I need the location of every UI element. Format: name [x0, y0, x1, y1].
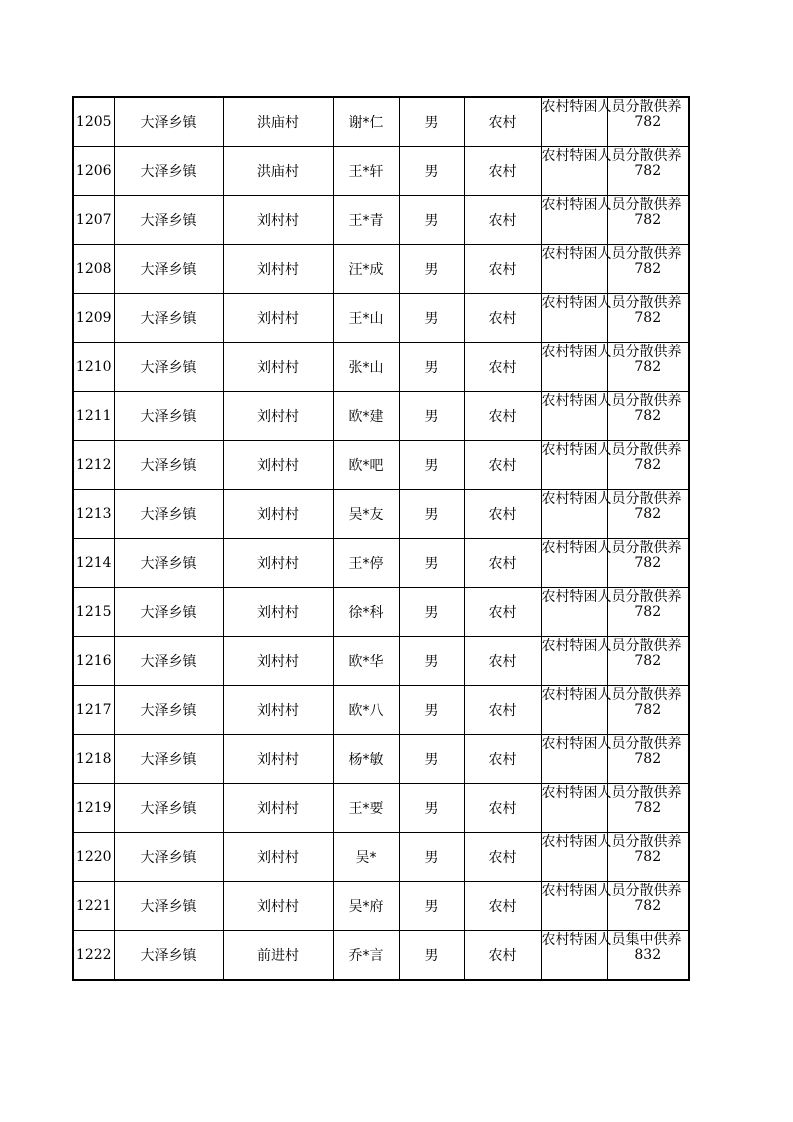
- village-cell: 刘村村: [223, 441, 333, 490]
- town-cell: 大泽乡镇: [114, 147, 223, 196]
- gender-cell: 男: [399, 588, 464, 637]
- serial-number-cell: 1222: [73, 931, 114, 981]
- village-cell: 刘村村: [223, 392, 333, 441]
- serial-number-cell: 1217: [73, 686, 114, 735]
- town-cell: 大泽乡镇: [114, 784, 223, 833]
- person-name-cell: 吴*: [333, 833, 399, 882]
- gender-cell: 男: [399, 245, 464, 294]
- gender-cell: 男: [399, 343, 464, 392]
- table-body: [73, 97, 689, 980]
- serial-number-cell: 1216: [73, 637, 114, 686]
- amount-cell: 782: [607, 735, 689, 784]
- residence-type-cell: 农村: [464, 392, 541, 441]
- amount-cell: 782: [607, 833, 689, 882]
- village-cell: 刘村村: [223, 784, 333, 833]
- support-category-text: 农村特困人员分散供养: [541, 442, 682, 458]
- serial-number-cell: 1209: [73, 294, 114, 343]
- serial-number-cell: 1207: [73, 196, 114, 245]
- person-name-cell: 吴*友: [333, 490, 399, 539]
- town-cell: 大泽乡镇: [114, 343, 223, 392]
- serial-number-cell: 1212: [73, 441, 114, 490]
- gender-cell: 男: [399, 294, 464, 343]
- amount-cell: 782: [607, 97, 689, 147]
- table-row: [73, 343, 689, 392]
- residence-type-cell: 农村: [464, 931, 541, 981]
- person-name-cell: 王*要: [333, 784, 399, 833]
- table-row: [73, 539, 689, 588]
- town-cell: 大泽乡镇: [114, 833, 223, 882]
- person-name-cell: 张*山: [333, 343, 399, 392]
- residence-type-cell: 农村: [464, 637, 541, 686]
- beneficiary-table: [72, 96, 690, 981]
- table-row: [73, 196, 689, 245]
- table-row: [73, 97, 689, 147]
- town-cell: 大泽乡镇: [114, 931, 223, 981]
- person-name-cell: 乔*言: [333, 931, 399, 981]
- village-cell: 刘村村: [223, 686, 333, 735]
- gender-cell: 男: [399, 686, 464, 735]
- village-cell: 刘村村: [223, 196, 333, 245]
- table-row: [73, 833, 689, 882]
- residence-type-cell: 农村: [464, 196, 541, 245]
- gender-cell: 男: [399, 196, 464, 245]
- support-category-text: 农村特困人员分散供养: [541, 883, 682, 899]
- gender-cell: 男: [399, 147, 464, 196]
- amount-cell: 782: [607, 245, 689, 294]
- person-name-cell: 谢*仁: [333, 97, 399, 147]
- residence-type-cell: 农村: [464, 441, 541, 490]
- gender-cell: 男: [399, 441, 464, 490]
- amount-cell: 782: [607, 147, 689, 196]
- town-cell: 大泽乡镇: [114, 490, 223, 539]
- support-category-text: 农村特困人员分散供养: [541, 99, 682, 115]
- support-category-text: 农村特困人员分散供养: [541, 834, 682, 850]
- table-row: [73, 882, 689, 931]
- village-cell: 刘村村: [223, 882, 333, 931]
- amount-cell: 782: [607, 539, 689, 588]
- gender-cell: 男: [399, 97, 464, 147]
- serial-number-cell: 1221: [73, 882, 114, 931]
- amount-cell: 782: [607, 490, 689, 539]
- support-category-text: 农村特困人员分散供养: [541, 638, 682, 654]
- town-cell: 大泽乡镇: [114, 637, 223, 686]
- gender-cell: 男: [399, 833, 464, 882]
- table-row: [73, 637, 689, 686]
- village-cell: 前进村: [223, 931, 333, 981]
- serial-number-cell: 1210: [73, 343, 114, 392]
- amount-cell: 782: [607, 392, 689, 441]
- amount-cell: 782: [607, 441, 689, 490]
- table-row: [73, 784, 689, 833]
- gender-cell: 男: [399, 490, 464, 539]
- residence-type-cell: 农村: [464, 245, 541, 294]
- table-row: [73, 931, 689, 981]
- gender-cell: 男: [399, 931, 464, 981]
- town-cell: 大泽乡镇: [114, 539, 223, 588]
- town-cell: 大泽乡镇: [114, 196, 223, 245]
- residence-type-cell: 农村: [464, 490, 541, 539]
- support-category-text: 农村特困人员分散供养: [541, 393, 682, 409]
- person-name-cell: 欧*建: [333, 392, 399, 441]
- village-cell: 洪庙村: [223, 97, 333, 147]
- table-row: [73, 147, 689, 196]
- table-row: [73, 294, 689, 343]
- amount-cell: 782: [607, 637, 689, 686]
- residence-type-cell: 农村: [464, 539, 541, 588]
- gender-cell: 男: [399, 539, 464, 588]
- person-name-cell: 欧*华: [333, 637, 399, 686]
- serial-number-cell: 1208: [73, 245, 114, 294]
- serial-number-cell: 1206: [73, 147, 114, 196]
- support-category-text: 农村特困人员分散供养: [541, 687, 682, 703]
- residence-type-cell: 农村: [464, 343, 541, 392]
- village-cell: 刘村村: [223, 490, 333, 539]
- residence-type-cell: 农村: [464, 882, 541, 931]
- support-category-text: 农村特困人员分散供养: [541, 344, 682, 360]
- amount-cell: 782: [607, 196, 689, 245]
- person-name-cell: 欧*吧: [333, 441, 399, 490]
- gender-cell: 男: [399, 784, 464, 833]
- amount-cell: 782: [607, 588, 689, 637]
- residence-type-cell: 农村: [464, 686, 541, 735]
- support-category-text: 农村特困人员分散供养: [541, 295, 682, 311]
- support-category-text: 农村特困人员分散供养: [541, 197, 682, 213]
- person-name-cell: 王*山: [333, 294, 399, 343]
- amount-cell: 782: [607, 882, 689, 931]
- village-cell: 刘村村: [223, 637, 333, 686]
- person-name-cell: 徐*科: [333, 588, 399, 637]
- table-row: [73, 735, 689, 784]
- table-row: [73, 490, 689, 539]
- support-category-text: 农村特困人员集中供养: [541, 932, 682, 948]
- serial-number-cell: 1219: [73, 784, 114, 833]
- residence-type-cell: 农村: [464, 833, 541, 882]
- residence-type-cell: 农村: [464, 735, 541, 784]
- residence-type-cell: 农村: [464, 147, 541, 196]
- person-name-cell: 吴*府: [333, 882, 399, 931]
- village-cell: 刘村村: [223, 343, 333, 392]
- serial-number-cell: 1213: [73, 490, 114, 539]
- village-cell: 刘村村: [223, 833, 333, 882]
- serial-number-cell: 1214: [73, 539, 114, 588]
- residence-type-cell: 农村: [464, 588, 541, 637]
- village-cell: 洪庙村: [223, 147, 333, 196]
- serial-number-cell: 1215: [73, 588, 114, 637]
- gender-cell: 男: [399, 392, 464, 441]
- amount-cell: 832: [607, 931, 689, 981]
- village-cell: 刘村村: [223, 588, 333, 637]
- support-category-text: 农村特困人员分散供养: [541, 540, 682, 556]
- person-name-cell: 汪*成: [333, 245, 399, 294]
- support-category-text: 农村特困人员分散供养: [541, 736, 682, 752]
- town-cell: 大泽乡镇: [114, 882, 223, 931]
- support-category-text: 农村特困人员分散供养: [541, 491, 682, 507]
- serial-number-cell: 1211: [73, 392, 114, 441]
- serial-number-cell: 1218: [73, 735, 114, 784]
- amount-cell: 782: [607, 686, 689, 735]
- village-cell: 刘村村: [223, 245, 333, 294]
- town-cell: 大泽乡镇: [114, 97, 223, 147]
- town-cell: 大泽乡镇: [114, 686, 223, 735]
- village-cell: 刘村村: [223, 735, 333, 784]
- town-cell: 大泽乡镇: [114, 441, 223, 490]
- town-cell: 大泽乡镇: [114, 588, 223, 637]
- support-category-text: 农村特困人员分散供养: [541, 785, 682, 801]
- person-name-cell: 欧*八: [333, 686, 399, 735]
- gender-cell: 男: [399, 882, 464, 931]
- table-row: [73, 588, 689, 637]
- serial-number-cell: 1205: [73, 97, 114, 147]
- town-cell: 大泽乡镇: [114, 294, 223, 343]
- person-name-cell: 王*青: [333, 196, 399, 245]
- table-row: [73, 245, 689, 294]
- gender-cell: 男: [399, 637, 464, 686]
- town-cell: 大泽乡镇: [114, 735, 223, 784]
- table-row: [73, 686, 689, 735]
- table-row: [73, 392, 689, 441]
- town-cell: 大泽乡镇: [114, 392, 223, 441]
- person-name-cell: 王*停: [333, 539, 399, 588]
- amount-cell: 782: [607, 343, 689, 392]
- residence-type-cell: 农村: [464, 784, 541, 833]
- support-category-text: 农村特困人员分散供养: [541, 148, 682, 164]
- serial-number-cell: 1220: [73, 833, 114, 882]
- residence-type-cell: 农村: [464, 294, 541, 343]
- village-cell: 刘村村: [223, 539, 333, 588]
- gender-cell: 男: [399, 735, 464, 784]
- support-category-text: 农村特困人员分散供养: [541, 246, 682, 262]
- village-cell: 刘村村: [223, 294, 333, 343]
- person-name-cell: 杨*敏: [333, 735, 399, 784]
- amount-cell: 782: [607, 784, 689, 833]
- person-name-cell: 王*轩: [333, 147, 399, 196]
- amount-cell: 782: [607, 294, 689, 343]
- support-category-text: 农村特困人员分散供养: [541, 589, 682, 605]
- town-cell: 大泽乡镇: [114, 245, 223, 294]
- residence-type-cell: 农村: [464, 97, 541, 147]
- table-row: [73, 441, 689, 490]
